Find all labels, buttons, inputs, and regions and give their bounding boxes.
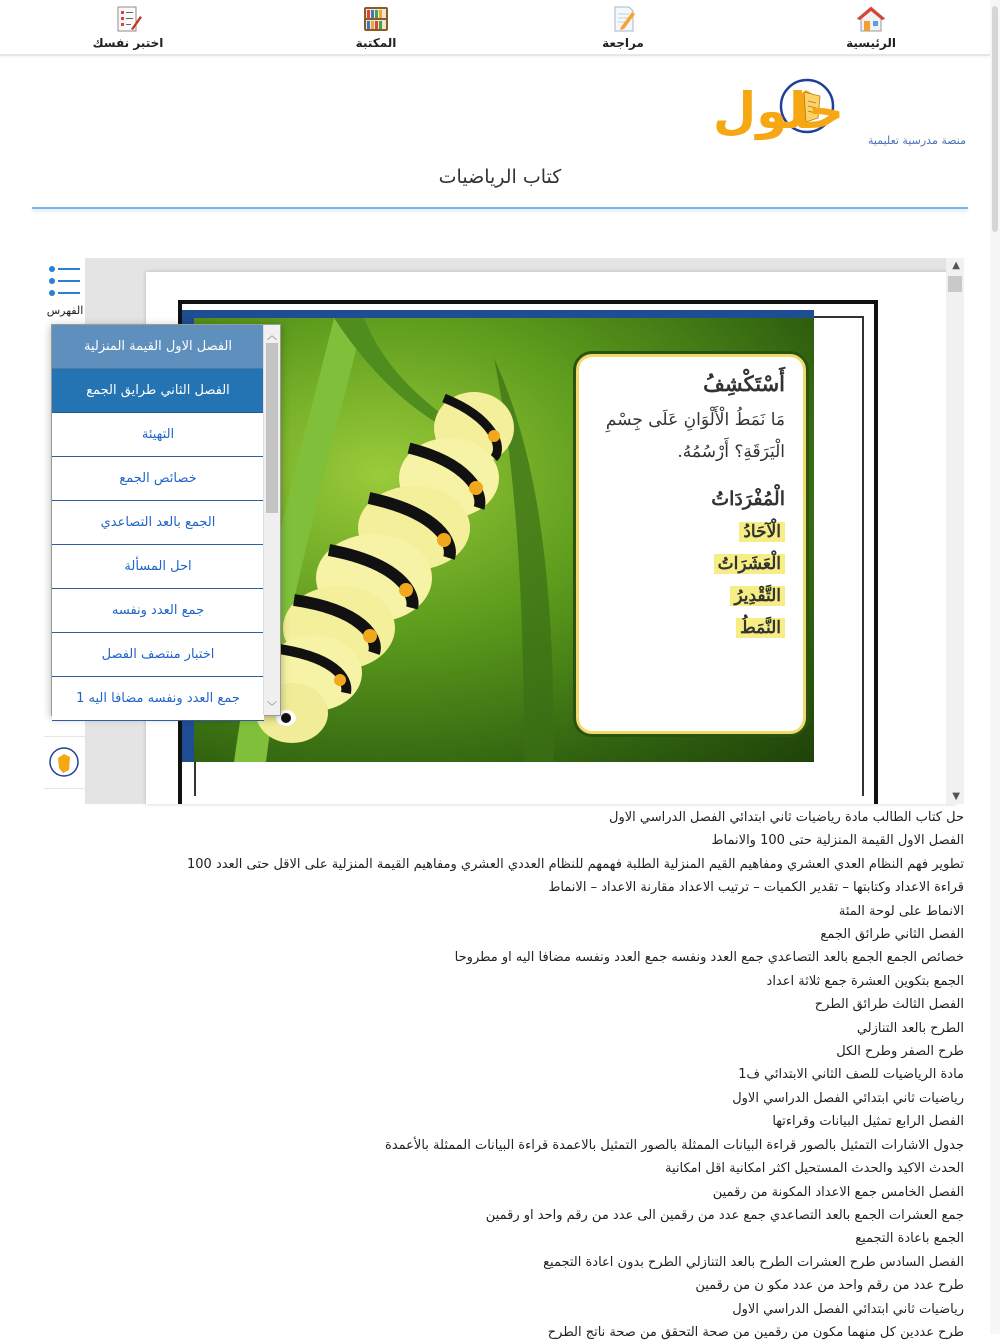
list-icon: [44, 260, 86, 304]
index-label: الفهرس: [46, 304, 84, 317]
home-icon: [856, 4, 886, 34]
toolbar-divider: [44, 736, 86, 737]
index-toggle-button[interactable]: [44, 260, 86, 322]
index-item[interactable]: التهيئة: [52, 413, 264, 457]
index-scrollbar[interactable]: [263, 325, 280, 715]
text-line: الفصل الثاني طرائق الجمع: [820, 927, 964, 943]
scroll-down-icon[interactable]: ▼: [952, 791, 960, 802]
card-vocab-heading: الْمُفْرَدَاتُ: [711, 488, 785, 510]
index-list: [52, 325, 264, 721]
text-line: جمع العشرات الجمع بالعد التصاعدي جمع عدد من رقمين الى عدد من رقم واحد او رقمين: [485, 1207, 964, 1223]
text-line: طرح الصفر وطرح الكل: [836, 1044, 964, 1060]
checklist-icon: [113, 4, 143, 34]
text-line: الانماط على لوحة المئة: [838, 903, 964, 919]
vocab-word: الْآحَادُ: [739, 522, 785, 542]
bookshelf-icon: [361, 4, 391, 34]
vocab-word: الْعَشَرَاتُ: [714, 554, 785, 574]
text-line: رياضيات ثاني ابتدائي الفصل الدراسي الاول: [732, 1301, 964, 1317]
chevron-up-icon[interactable]: ︿: [267, 331, 277, 342]
nav-library[interactable]: [316, 4, 436, 50]
nav-review[interactable]: [563, 4, 683, 50]
page-title: كتاب الرياضيات: [438, 166, 562, 188]
card-question-line-2: الْيَرَقَةِ؟ أَرْسُمُهُ.: [677, 442, 785, 462]
nav-self-test-label: اختبر نفسك: [92, 36, 164, 50]
caterpillar-photo: [194, 318, 814, 762]
text-line: الفصل الاول القيمة المنزلية حتى 100 والانماط: [711, 833, 964, 849]
logo-tagline: منصة مدرسية تعليمية: [868, 134, 966, 147]
index-item[interactable]: جمع العدد ونفسه: [52, 589, 264, 633]
index-item[interactable]: جمع العدد ونفسه مضافا اليه 1: [52, 677, 264, 721]
index-item[interactable]: خصائص الجمع: [52, 457, 264, 501]
text-line: الحدث الاكيد والحدث المستحيل اكثر امكانية اقل امكانية: [664, 1161, 964, 1177]
page-scrollbar[interactable]: [990, 0, 1000, 1334]
text-line: قراءة الاعداد وكتابتها – تقدير الكميات – ترتيب الاعداد مقارنة الاعداد – الانماط: [548, 880, 964, 896]
toolbar-divider: [44, 788, 86, 789]
vocab-word: النَّمَطُ: [736, 618, 785, 638]
svg-text:حلول: حلول: [712, 82, 844, 140]
text-line: حل كتاب الطالب مادة رياضيات ثاني ابتدائي الفصل الدراسي الاول: [609, 810, 964, 825]
text-line: الفصل السادس طرح العشرات الطرح بالعد التنازلي الطرح بدون اعادة التجميع: [543, 1254, 964, 1270]
text-line: الجمع بتكوين العشرة جمع ثلاثة اعداد: [766, 973, 964, 989]
text-line: الفصل الثالث طرائق الطرح: [814, 997, 964, 1013]
card-question-line-1: مَا نَمَطُ الْأَلْوَانِ عَلَى جِسْمِ: [605, 410, 785, 430]
explore-card: [576, 354, 806, 734]
index-item[interactable]: احل المسألة: [52, 545, 264, 589]
index-dropdown[interactable]: [51, 324, 281, 716]
text-line: الفصل الرابع تمثيل البيانات وقراءتها: [772, 1114, 964, 1130]
notepad-pencil-icon: [608, 4, 638, 34]
text-line: رياضيات ثاني ابتدائي الفصل الدراسي الاول: [732, 1090, 964, 1106]
logo-mark: [712, 68, 966, 140]
text-line: الطرح بالعد التنازلي: [856, 1020, 964, 1036]
text-line: الفصل الخامس جمع الاعداد المكونة من رقمين: [712, 1184, 964, 1200]
brand-logo[interactable]: [712, 68, 966, 150]
nav-home[interactable]: [811, 4, 931, 50]
text-line: الجمع باعادة التجميع: [855, 1231, 964, 1247]
index-item[interactable]: اختبار منتصف الفصل: [52, 633, 264, 677]
nav-library-label: المكتبة: [355, 36, 397, 50]
index-scrollbar-thumb[interactable]: [266, 343, 278, 513]
viewer-scrollbar[interactable]: [946, 258, 964, 804]
top-navigation: [0, 0, 1000, 56]
text-line: تطوير فهم النظام العدي العشري ومفاهيم القيم المنزلية الطلبة فهمهم للنظام العددي العشري ومفاهيم القيمة المنزلية على الاقل حتى العدد 100: [186, 856, 964, 872]
text-line: جدول الاشارات التمثيل بالصور قراءة البيانات الممثلة بالصور التمثيل بالاعمدة قراءة البيانات الممثلة بالأعمدة: [385, 1137, 964, 1153]
card-heading: أَسْتَكْشِفُ: [703, 371, 785, 396]
title-divider: [32, 207, 968, 209]
index-item[interactable]: الفصل الاول القيمة المنزلية: [52, 325, 264, 369]
nav-home-label: الرئيسية: [846, 36, 896, 50]
text-line: خصائص الجمع الجمع بالعد التصاعدي جمع العدد ونفسه جمع العدد ونفسه مضافا اليه او مطروحا: [454, 950, 964, 966]
nav-self-test[interactable]: [68, 4, 188, 50]
index-item[interactable]: الجمع بالعد التصاعدي: [52, 501, 264, 545]
text-line: طرح عدد من رقم واحد من عدد مكو ن من رقمين: [695, 1278, 964, 1294]
vocab-word: التَّقْدِيرُ: [730, 586, 785, 606]
index-item-active[interactable]: الفصل الثاني طرايق الجمع: [52, 369, 264, 413]
page-scrollbar-thumb[interactable]: [992, 6, 998, 232]
scroll-up-icon[interactable]: ▲: [952, 260, 960, 271]
description-lines: [40, 806, 964, 1344]
viewer-scrollbar-thumb[interactable]: [948, 276, 962, 292]
nav-review-label: مراجعة: [602, 36, 644, 50]
brand-mini-logo-icon[interactable]: [48, 746, 80, 778]
chevron-down-icon[interactable]: ﹀: [267, 702, 277, 713]
text-line: طرح عددين كل منهما مكون من رقمين من صحة التحقق من صحة ناتج الطرح: [547, 1324, 964, 1340]
text-line: مادة الرياضيات للصف الثاني الابتدائي ف1: [738, 1067, 964, 1083]
